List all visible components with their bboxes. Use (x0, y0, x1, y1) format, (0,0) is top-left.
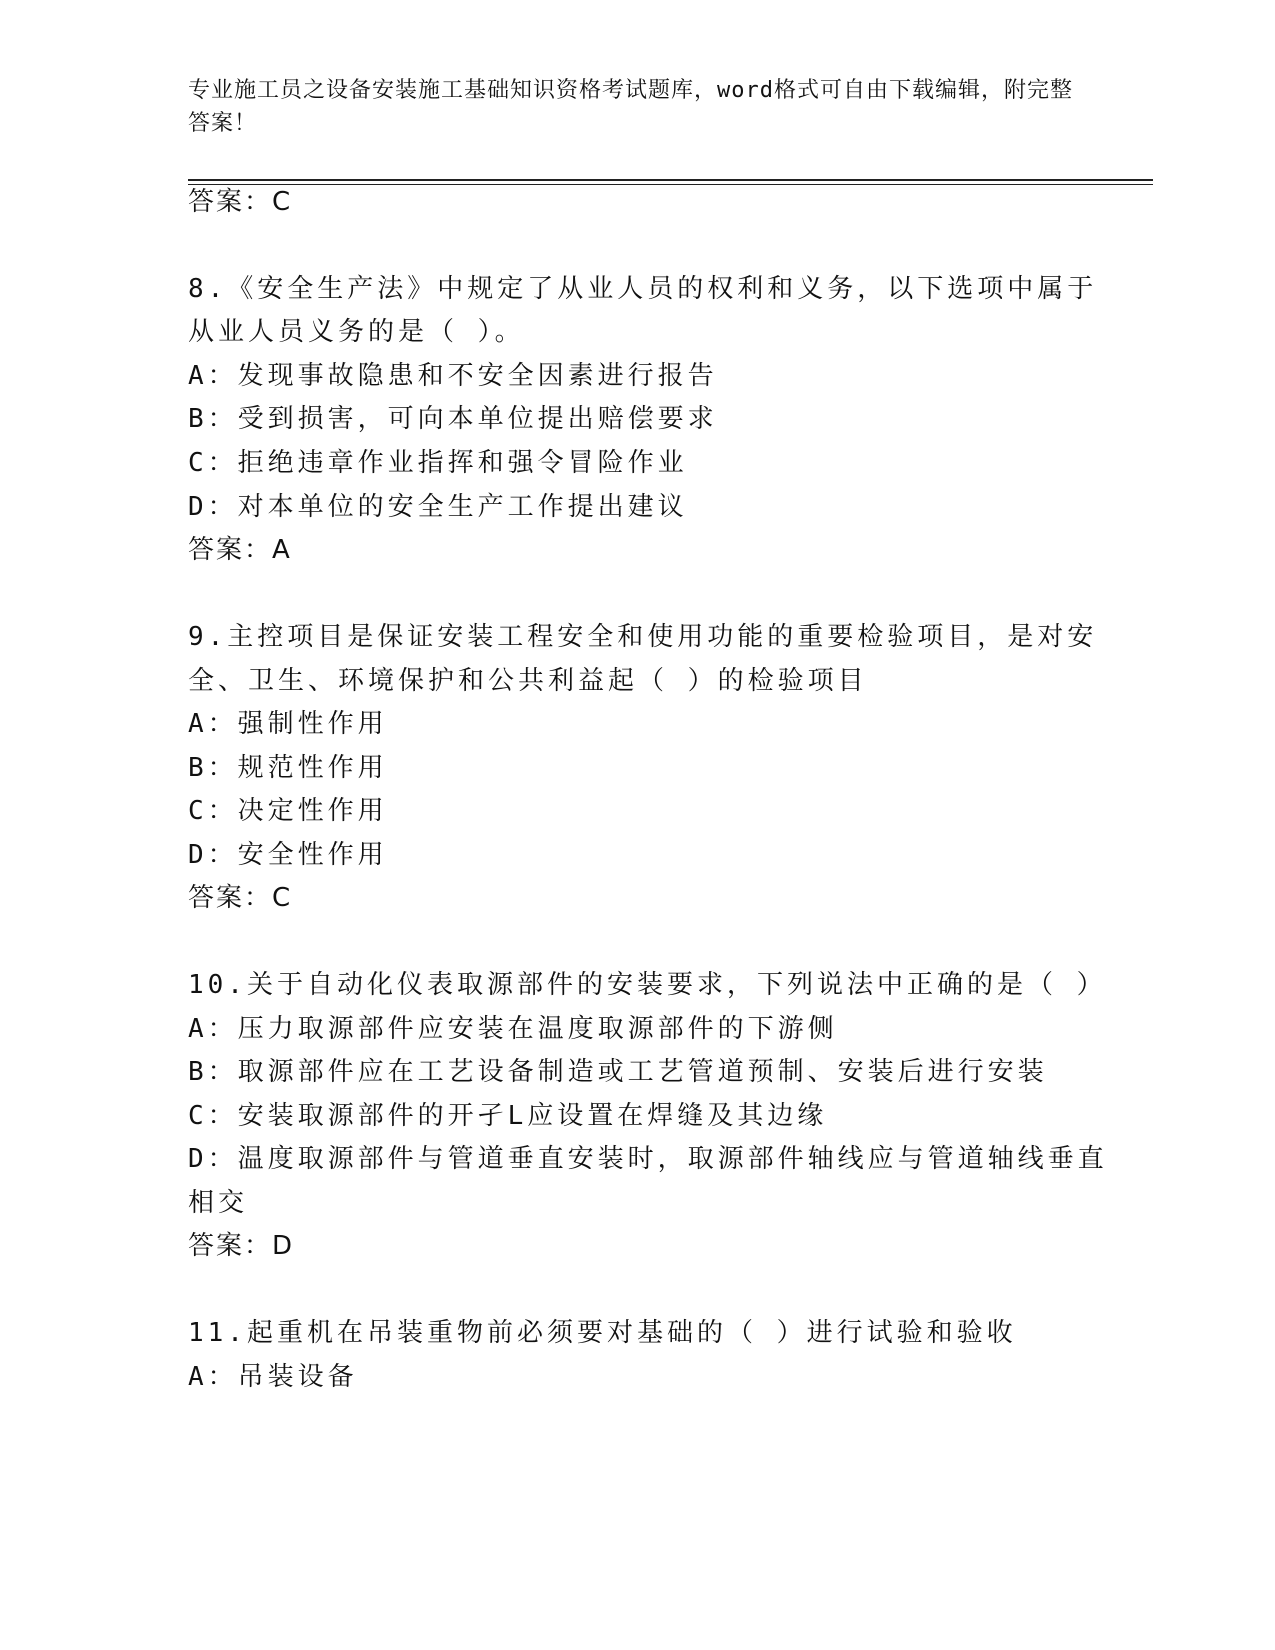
q10-stem-line1: 10.关于自动化仪表取源部件的安装要求，下列说法中正确的是（ ） (188, 970, 1107, 1000)
q10-option-c: C：安装取源部件的开孑L应设置在焊缝及其边缘 (188, 1101, 828, 1131)
q10-option-a: A：压力取源部件应安装在温度取源部件的下游侧 (188, 1014, 838, 1044)
q9-option-c: C：决定性作用 (188, 796, 388, 826)
q8-option-d: D：对本单位的安全生产工作提出建议 (188, 492, 688, 522)
q8-option-b: B：受到损害，可向本单位提出赔偿要求 (188, 404, 718, 434)
document-header: 专业施工员之设备安装施工基础知识资格考试题库，word格式可自由下载编辑，附完整答案！ (188, 78, 1073, 136)
answer-q7: 答案：C (188, 187, 293, 217)
q9-option-d: D：安全性作用 (188, 840, 388, 870)
answer-q9: 答案：C (188, 883, 293, 913)
q10-option-d-line2: 相交 (188, 1188, 249, 1218)
answer-q8: 答案：A (188, 535, 292, 565)
q8-option-c: C：拒绝违章作业指挥和强令冒险作业 (188, 448, 688, 478)
answer-q10: 答案：D (188, 1231, 295, 1261)
q11-option-a: A：吊装设备 (188, 1362, 358, 1392)
q8-stem-line1: 8.《安全生产法》中规定了从业人员的权利和义务，以下选项中属于 (188, 274, 1098, 304)
q9-stem-line2: 全、卫生、环境保护和公共利益起（ ）的检验项目 (188, 666, 868, 696)
q10-option-b: B：取源部件应在工艺设备制造或工艺管道预制、安装后进行安装 (188, 1057, 1048, 1087)
header-divider-thick (188, 179, 1153, 181)
q8-option-a: A：发现事故隐患和不安全因素进行报告 (188, 361, 718, 391)
q9-option-a: A：强制性作用 (188, 709, 388, 739)
q9-stem-line1: 9.主控项目是保证安装工程安全和使用功能的重要检验项目，是对安 (188, 622, 1098, 652)
q10-option-d-line1: D：温度取源部件与管道垂直安装时，取源部件轴线应与管道轴线垂直 (188, 1144, 1108, 1174)
q8-stem-line2: 从业人员义务的是（ ）。 (188, 317, 525, 347)
q11-stem-line1: 11.起重机在吊装重物前必须要对基础的（ ）进行试验和验收 (188, 1318, 1017, 1348)
q9-option-b: B：规范性作用 (188, 753, 388, 783)
header-divider-thin (188, 184, 1153, 185)
